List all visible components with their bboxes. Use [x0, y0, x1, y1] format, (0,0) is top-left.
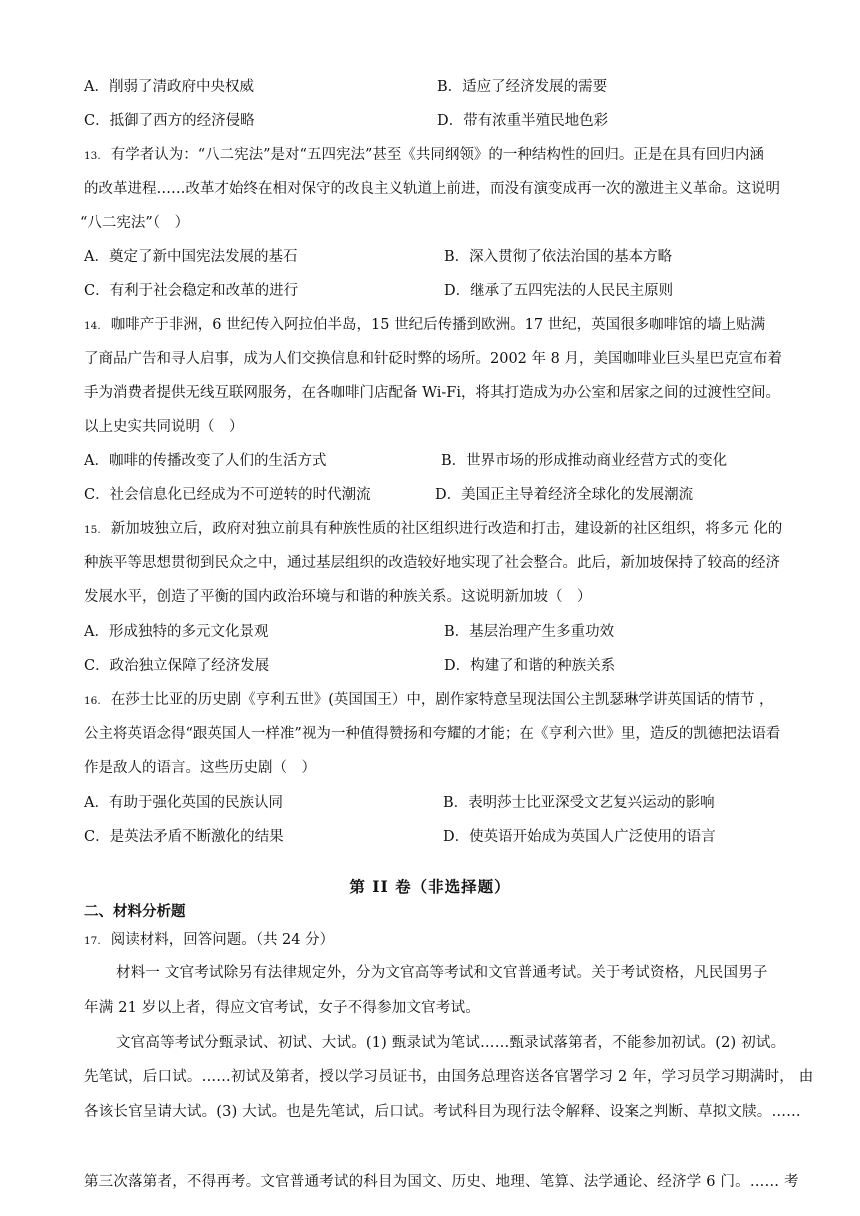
q17-material-1-line-5: 各该长官呈请大试。(3) 大试。也是先笔试，后口试。考试科目为现行法令解释、设案之判断、草拟文牍。…… — [84, 1104, 801, 1120]
part-2-title: 第 II 卷（非选择题） — [349, 877, 511, 896]
q12-option-d: D．带有浓重半殖民地色彩 — [437, 113, 609, 129]
q14-option-c: C．社会信息化已经成为不可逆转的时代潮流 — [84, 487, 371, 503]
q17-prompt: 17. 阅读材料，回答问题。（共 24 分） — [84, 932, 335, 948]
q15-option-c: C．政治独立保障了经济发展 — [84, 658, 270, 674]
q13-option-a: A．奠定了新中国宪法发展的基石 — [84, 249, 298, 265]
q15-stem-line-1: 15. 新加坡独立后，政府对独立前具有种族性质的社区组织进行改造和打击，建设新的社区组织，将多元 化的 — [84, 521, 783, 537]
q14-option-d: D．美国正主导着经济全球化的发展潮流 — [435, 487, 694, 503]
q16-stem-line-3: 作是敌人的语言。这些历史剧（ ） — [84, 760, 316, 776]
q16-option-d: D．使英语开始成为英国人广泛使用的语言 — [443, 829, 716, 845]
q15-option-d: D．构建了和谐的种族关系 — [444, 658, 616, 674]
q16-option-a: A．有助于强化英国的民族认同 — [84, 795, 283, 811]
q16-stem-line-1: 16. 在莎士比亚的历史剧《亨利五世》(英国国王）中，剧作家特意呈现法国公主凯瑟琳学讲英国话的情节 ， — [84, 692, 774, 708]
q13-option-c: C．有利于社会稳定和改革的进行 — [84, 283, 299, 299]
q14-number: 14. — [84, 320, 101, 332]
q17-material-1-line-4: 先笔试，后口试。……初试及第者，授以学习员证书，由国务总理咨送各官署学习 2 年，学习员学习期满时， 由 — [84, 1069, 814, 1085]
q13-number: 13. — [84, 150, 101, 162]
section-2-heading: 二、材料分析题 — [84, 903, 186, 920]
q15-stem-line-3: 发展水平，创造了平衡的国内政治环境与和谐的种族关系。这说明新加坡（ ） — [84, 589, 592, 605]
q14-stem-line-3: 手为消费者提供无线互联网服务，在各咖啡门店配备 Wi-Fi，将其打造成为办公室和居家之间的过渡性空间。 — [84, 385, 780, 401]
q12-option-b: B．适应了经济发展的需要 — [437, 79, 608, 95]
q13-option-d: D．继承了五四宪法的人民民主原则 — [444, 283, 674, 299]
q16-option-b: B．表明莎士比亚深受文艺复兴运动的影响 — [443, 795, 715, 811]
q15-stem-line-2: 种族平等思想贯彻到民众之中，通过基层组织的改造较好地实现了社会整合。此后，新加坡保持了较高的经济 — [84, 555, 780, 571]
q13-stem-line-3: “八二宪法”（ ） — [80, 215, 190, 231]
q12-option-c: C．抵御了西方的经济侵略 — [84, 113, 255, 129]
q13-option-b: B．深入贯彻了依法治国的基本方略 — [444, 249, 673, 265]
q14-stem-line-4: 以上史实共同说明（ ） — [84, 419, 244, 435]
q14-option-b: B．世界市场的形成推动商业经营方式的变化 — [441, 453, 728, 469]
q17-material-1-line-3: 文官高等考试分甄录试、初试、大试。(1) 甄录试为笔试……甄录试落第者，不能参加初试。(2) 初试。 — [116, 1035, 786, 1051]
q17-number: 17. — [84, 935, 101, 947]
q15-option-a: A．形成独特的多元文化景观 — [84, 624, 269, 640]
q15-number: 15. — [84, 524, 101, 536]
q15-option-b: B．基层治理产生多重功效 — [444, 624, 615, 640]
q14-option-a: A．咖啡的传播改变了人们的生活方式 — [84, 453, 327, 469]
q14-stem-line-1: 14. 咖啡产于非洲，6 世纪传入阿拉伯半岛，15 世纪后传播到欧洲。17 世纪，英国很多咖啡馆的墙上贴满 — [84, 317, 766, 333]
q17-material-1-line-1: 材料一 文官考试除另有法律规定外，分为文官高等考试和文官普通考试。关于考试资格，凡民国男子 — [116, 965, 768, 981]
q12-option-a: A．削弱了清政府中央权威 — [84, 79, 254, 95]
q17-material-1-line-2: 年满 21 岁以上者，得应文官考试，女子不得参加文官考试。 — [84, 1000, 480, 1016]
q16-number: 16. — [84, 695, 101, 707]
q13-stem-line-2: 的改革进程……改革才始终在相对保守的改良主义轨道上前进，而没有演变成再一次的激进主义革命。这说明 — [84, 181, 780, 197]
q17-material-1-line-6: 第三次落第者，不得再考。文官普通考试的科目为国文、历史、地理、笔算、法学通论、经济学 6 门。…… 考 — [84, 1174, 799, 1190]
q14-stem-line-2: 了商品广告和寻人启事，成为人们交换信息和针砭时弊的场所。2002 年 8 月，美国咖啡业巨头星巴克宣布着 — [84, 351, 782, 367]
q16-option-c: C．是英法矛盾不断激化的结果 — [84, 829, 284, 845]
q16-stem-line-2: 公主将英语念得“跟英国人一样准”视为一种值得赞扬和夸耀的才能；在《亨利六世》里，造反的凯德把法语看 — [84, 726, 781, 742]
q13-stem-line-1: 13. 有学者认为：“八二宪法”是对“五四宪法”甚至《共同纲领》的一种结构性的回归。正是在具有回归内涵 — [84, 147, 764, 163]
